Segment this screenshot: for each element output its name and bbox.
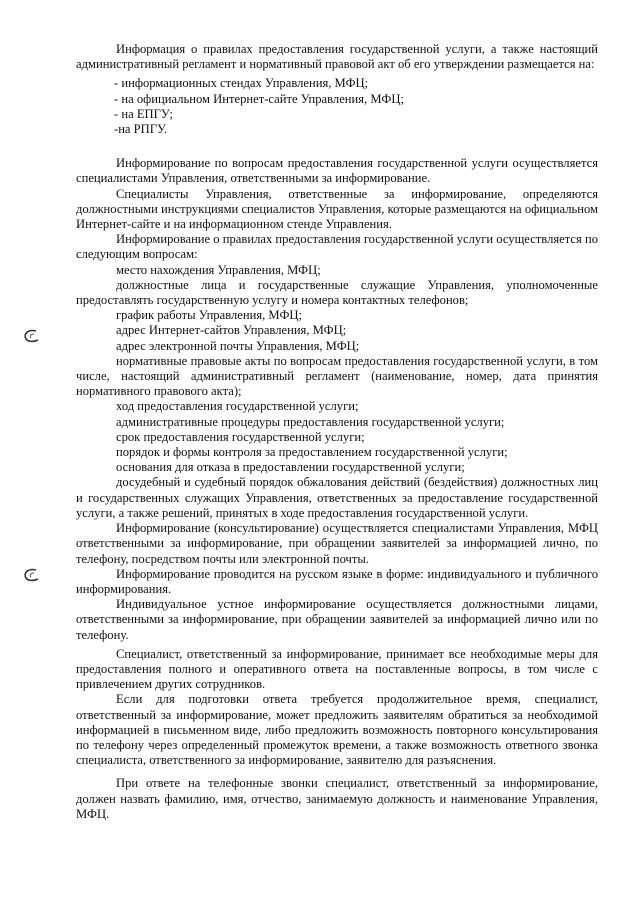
list-item: -на РПГУ. <box>114 122 168 137</box>
list-item: административные процедуры предоставления государственной услуги; <box>116 414 505 429</box>
binder-hole-mark-icon <box>22 567 40 583</box>
list-item: - на официальном Интернет-сайте Управления, МФЦ; <box>114 91 404 106</box>
list-item: - на ЕПГУ; <box>114 106 173 121</box>
intro-paragraph: Информация о правилах предоставления государственной услуги, а также настоящий административный регламент и нормативный правовой акт об его утверждении размещается на: <box>76 42 598 72</box>
paragraph: Информирование о правилах предоставления государственной услуги осуществляется по следующим вопросам: <box>76 232 598 262</box>
list-item: - информационных стендах Управления, МФЦ; <box>114 76 369 91</box>
document-page <box>76 42 598 822</box>
list-item: место нахождения Управления, МФЦ; <box>116 262 321 277</box>
list-item: должностные лица и государственные служащие Управления, уполномоченные предоставлять государственную услугу и номера контактных телефонов; <box>76 277 598 308</box>
paragraph: При ответе на телефонные звонки специалист, ответственный за информирование, должен назвать фамилию, имя, отчество, занимаемую должность и наименование Управления, МФЦ. <box>76 776 598 821</box>
list-item: нормативные правовые акты по вопросам предоставления государственной услуги, в том числе, настоящий административный регламент (наименование, номер, дата принятия нормативного правового акта); <box>76 353 598 399</box>
list-item: адрес Интернет-сайтов Управления, МФЦ; <box>116 323 347 338</box>
list-item: ход предоставления государственной услуги; <box>116 399 359 414</box>
paragraph: Информирование проводится на русском языке в форме: индивидуального и публичного информирования. <box>76 566 598 596</box>
paragraph: Информирование (консультирование) осуществляется специалистами Управления, МФЦ ответственными за информирование, при обращении заявителей за информацией лично, по телефону, посредством почты или электронной почты. <box>76 521 598 566</box>
list-item: адрес электронной почты Управления, МФЦ; <box>116 338 360 353</box>
list-item: основания для отказа в предоставлении государственной услуги; <box>116 460 465 475</box>
list-item: срок предоставления государственной услуги; <box>116 429 365 444</box>
list-item: график работы Управления, МФЦ; <box>116 308 302 323</box>
paragraph: Специалисты Управления, ответственные за информирование, определяются должностными инструкциями специалистов Управления, которые размещаются на официальном Интернет-сайте и на информационном стенде Управления. <box>76 186 598 232</box>
binder-hole-mark-icon <box>22 328 40 344</box>
paragraph: Если для подготовки ответа требуется продолжительное время, специалист, ответственный за информирование, может предложить заявителям обратиться за необходимой информацией в письменном виде, либо предложить возможность повторного консультирования по телефону через определенный промежуток времени, а также возможность ответного звонка специалиста, ответственного за информирование, заявителю для разъяснения. <box>76 692 598 768</box>
paragraph: Индивидуальное устное информирование осуществляется должностными лицами, ответственными за информирование, при обращении заявителей за информацией лично или по телефону. <box>76 597 598 642</box>
list-item: порядок и формы контроля за предоставлением государственной услуги; <box>116 445 508 460</box>
list-item: досудебный и судебный порядок обжалования действий (бездействия) должностных лиц и государственных служащих Управления, ответственных за предоставление государственной услуги, а также решений, принятых в ходе предоставления государственной услуги. <box>76 475 598 520</box>
paragraph: Специалист, ответственный за информирование, принимает все необходимые меры для предоставления полного и оперативного ответа на поставленные вопросы, в том числе с привлечением других сотрудников. <box>76 646 598 692</box>
paragraph: Информирование по вопросам предоставления государственной услуги осуществляется специалистами Управления, ответственными за информирование. <box>76 156 598 186</box>
